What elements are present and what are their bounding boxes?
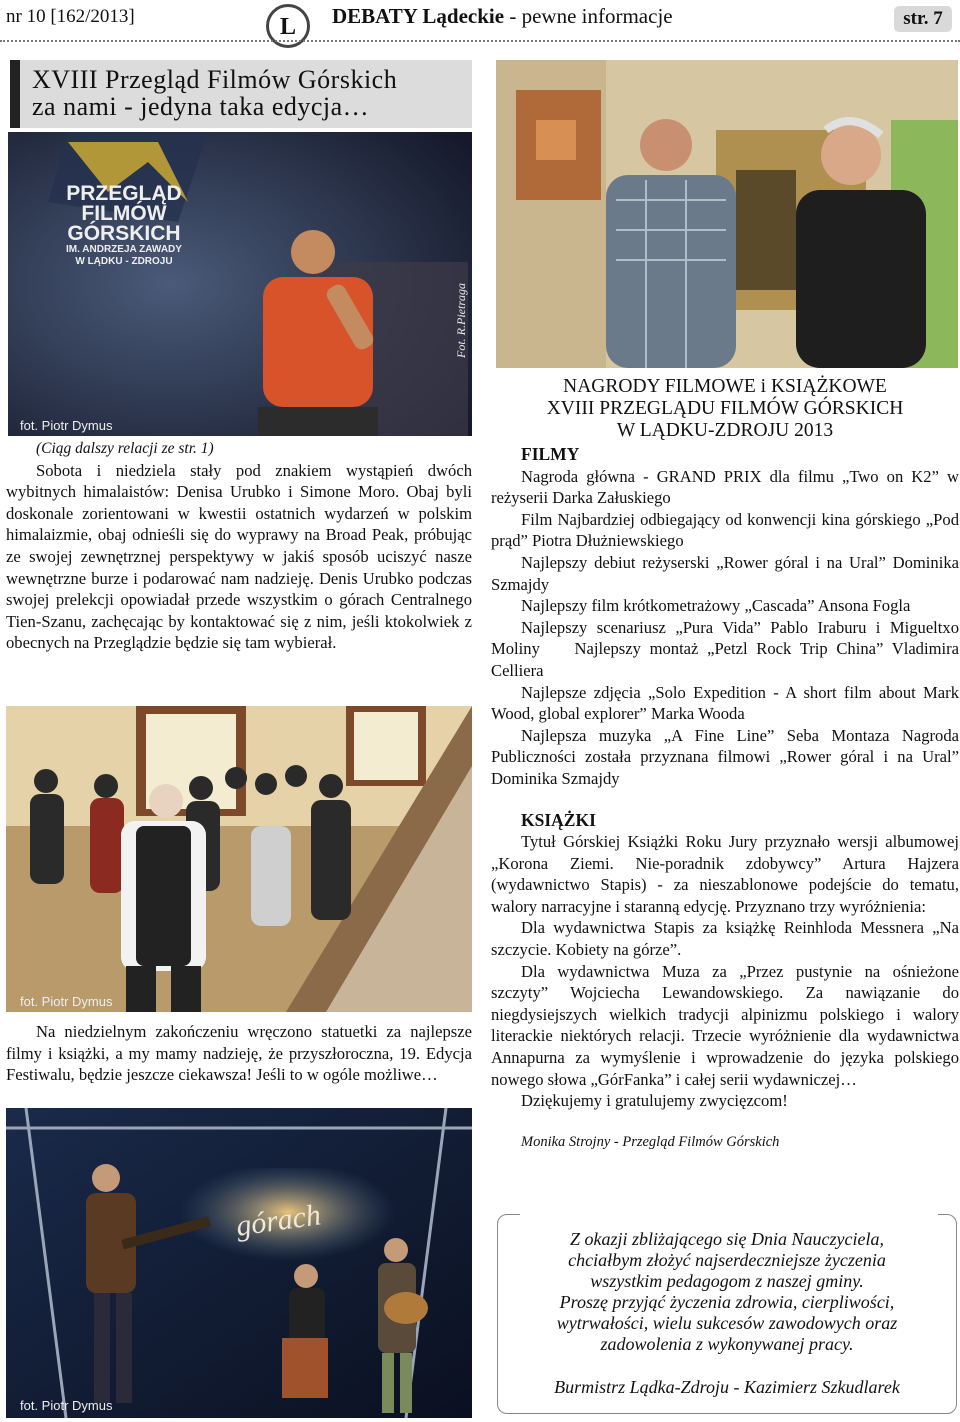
awards-section bbox=[491, 376, 959, 1153]
article-paragraph: Na niedzielnym zakończeniu wręczono statuetki za najlepsze filmy i książki, a my mamy nadzieję, że przyszłoroczna, 19. Edycja Festiwalu, będzie jeszcze ciekawsza! Jeśli to w ogóle możliwe… bbox=[6, 1022, 472, 1085]
photo-two-men-image bbox=[496, 60, 958, 368]
banner-line1: PRZEGLĄD bbox=[66, 182, 182, 205]
award-item: Najlepsza muzyka „A Fine Line” Seba Montaza Nagroda Publiczności została przyznana filmowi „Rower góral i na Ural” Dominika Szmajdy bbox=[491, 725, 959, 788]
newspaper-title-rest: - pewne informacje bbox=[509, 4, 673, 28]
books-heading: KSIĄŻKI bbox=[521, 809, 596, 830]
photo-concert-stage-image bbox=[6, 1108, 472, 1418]
page-number: str. 7 bbox=[894, 6, 952, 32]
wish-line6: zadowolenia z wykonywanej pracy. bbox=[600, 1334, 854, 1354]
award-item: Najlepszy scenariusz „Pura Vida” Pablo Iraburu i Migueltxo Moliny Najlepszy montaż „Petzl Rock Trip China” Vladimira Celliera bbox=[491, 617, 959, 680]
wish-line5: wytrwałości, wielu sukcesów zawodowych oraz bbox=[556, 1313, 898, 1333]
awards-heading-line3: W LĄDKU-ZDROJU 2013 bbox=[616, 420, 834, 441]
award-item: Tytuł Górskiej Książki Roku Jury przyznało wersji albumowej „Korona Ziemi. Nie-poradnik zdobywcy” Artura Hajzera (wydawnictwo Stapis) - za nieszablonowe podejście do tematu, walory narracyjne i staranną edycję. Przyznano trzy wyróżnienia: bbox=[491, 832, 959, 916]
banner-line5: W LĄDKU - ZDROJU bbox=[75, 256, 173, 267]
photo-speaker-stage-image bbox=[8, 132, 472, 436]
header-divider bbox=[0, 40, 960, 42]
photo-speaker-stage bbox=[8, 132, 472, 436]
photo-credit: fot. Piotr Dymus bbox=[20, 1398, 113, 1413]
wish-line3: wszystkim pedagogom z naszej gminy. bbox=[590, 1271, 864, 1291]
banner-line4: IM. ANDRZEJA ZAWADY bbox=[66, 244, 182, 255]
award-item: Najlepszy film krótkometrażowy „Cascada” Ansona Fogla bbox=[521, 596, 911, 616]
teachers-day-wishes bbox=[497, 1214, 957, 1414]
article-title-line2: za nami - jedyna taka edycja… bbox=[32, 92, 370, 121]
photo-concert-stage bbox=[6, 1108, 472, 1418]
photo-exhibition-crowd-image bbox=[6, 706, 472, 1012]
stage-banner-text: górach bbox=[234, 1198, 323, 1243]
newspaper-title-bold: DEBATY Lądeckie bbox=[332, 4, 505, 28]
wish-line4: Proszę przyjąć życzenia zdrowia, cierpliwości, bbox=[559, 1292, 895, 1312]
awards-heading-line1: NAGRODY FILMOWE i KSIĄŻKOWE bbox=[563, 376, 887, 397]
wishes-box-gap bbox=[520, 1206, 938, 1220]
article-title-line1: XVIII Przegląd Filmów Górskich bbox=[32, 65, 398, 94]
award-item: Dla wydawnictwa Stapis za książkę Reinhloda Messnera „Na szczycie. Kobiety na górze”. bbox=[491, 918, 959, 960]
award-item: Dla wydawnictwa Muza za „Przez pustynie na ośnieżone szczyty” Wojciecha Lewandowskiego. Za nawiązanie do niegdysiejszych wielkich tradycji alpinizmu polskiego i walory literackie niektórych relacji. Trzecie wyróżnienie dla wydawnictwa Annapurna za wymyślenie i wprowadzenie do języka polskiego nowego słowa „GórFanka” i całej serii wydawniczej… bbox=[491, 961, 959, 1089]
films-heading: FILMY bbox=[521, 444, 580, 464]
article-title bbox=[10, 60, 472, 128]
banner-line2: FILMÓW bbox=[81, 202, 167, 225]
article-body bbox=[6, 438, 472, 654]
article-paragraph: Sobota i niedziela stały pod znakiem wystąpień dwóch wybitnych himalaistów: Denisa Urubko i Simone Moro. Obaj byli doskonale zorientowani w kwestii ostatnich wydarzeń w polskim himalaizmie, obaj odnieśli się do wyprawy na Broad Peak, próbując ze swojej zewnętrznej perspektywy w jakiś sposób uciszyć nasze wewnętrzne burze i podarować nam nadzieję. Denis Urubko podczas swojej prelekcji opowiadał przede wszystkim o górach Centralnego Tien-Szanu, zachęcając by kontaktować się z nim, jeśli ktokolwiek z obecnych na Przeglądzie będzie się tam wybierał. bbox=[6, 460, 472, 653]
awards-heading bbox=[491, 376, 959, 442]
award-item: Film Najbardziej odbiegający od konwencji kina górskiego „Pod prąd” Piotra Dłużniewskiego bbox=[491, 509, 959, 551]
photo-credit: fot. Piotr Dymus bbox=[20, 418, 113, 433]
award-item: Nagroda główna - GRAND PRIX dla filmu „Two on K2” w reżyserii Darka Załuskiego bbox=[491, 466, 959, 508]
wish-line2: chciałbym złożyć najserdeczniejsze życzenia bbox=[568, 1250, 886, 1270]
award-item: Dziękujemy i gratulujemy zwycięzcom! bbox=[521, 1091, 788, 1111]
photo-credit: fot. Piotr Dymus bbox=[20, 994, 113, 1009]
photo-credit-vertical: Fot. R.Pietraga bbox=[454, 283, 468, 358]
issue-number: nr 10 [162/2013] bbox=[6, 6, 135, 27]
wish-signature: Burmistrz Lądka-Zdroju - Kazimierz Szkudlarek bbox=[554, 1377, 900, 1397]
page-header bbox=[0, 0, 960, 40]
award-item: Najlepszy debiut reżyserski „Rower góral i na Ural” Dominika Szmajdy bbox=[491, 552, 959, 594]
article-ending bbox=[6, 1021, 472, 1086]
award-item: Najlepsze zdjęcia „Solo Expedition - A short film about Mark Wood, global explorer” Marka Wooda bbox=[491, 682, 959, 724]
photo-two-men bbox=[496, 60, 958, 368]
newspaper-title bbox=[332, 4, 673, 29]
photo-exhibition-crowd bbox=[6, 706, 472, 1012]
logo-letter: L bbox=[279, 14, 296, 40]
banner-line3: GÓRSKICH bbox=[67, 222, 181, 245]
continued-note: (Ciąg dalszy relacji ze str. 1) bbox=[36, 440, 214, 457]
wish-line1: Z okazji zbliżającego się Dnia Nauczyciela, bbox=[570, 1229, 884, 1249]
awards-heading-line2: XVIII PRZEGLĄDU FILMÓW GÓRSKICH bbox=[546, 398, 904, 419]
awards-signature: Monika Strojny - Przegląd Filmów Górskich bbox=[521, 1133, 780, 1150]
